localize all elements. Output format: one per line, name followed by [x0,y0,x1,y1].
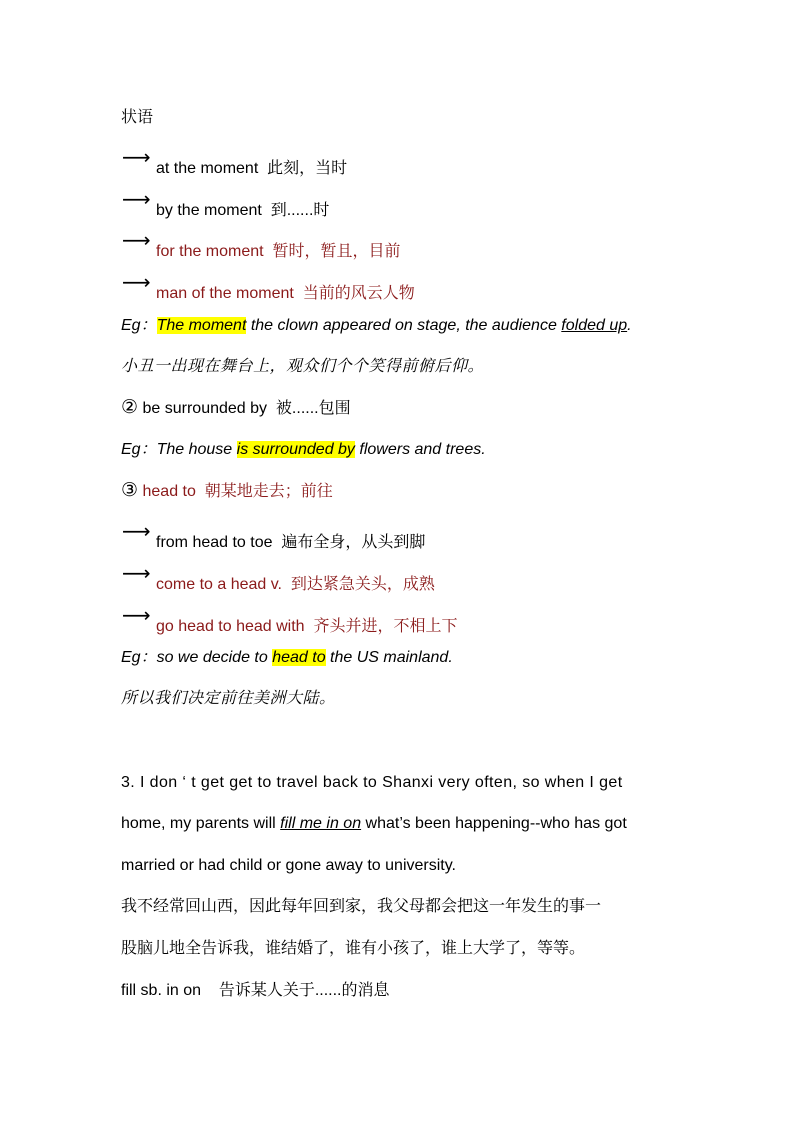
example-translation: 所以我们决定前往美洲大陆。 [121,690,336,707]
example-sentence [121,648,453,668]
numbered-item [121,481,333,502]
phrase-en: at the moment [156,160,259,177]
underlined-phrase: folded up [561,317,628,334]
phrase-cn: 暂时，暂且，目前 [272,243,401,260]
phrase-cn: 遍布全身，从头到脚 [281,534,426,551]
phrase-en: man of the moment [156,285,294,302]
arrow-icon: ⟶ [122,147,151,169]
paragraph-translation: 我不经常回山西，因此每年回到家，我父母都会把这一年发生的事一 [121,898,602,915]
paragraph-text: what’s been happening--who has got [361,815,627,832]
phrase-cn: 告诉某人关于......的消息 [218,982,390,999]
item-cn: 朝某地走去；前往 [204,483,333,500]
highlighted-phrase: is surrounded by [236,441,355,458]
example-text: Eg：so we decide to [121,649,273,666]
example-text: Eg：The house [121,441,237,458]
numbered-item [121,398,351,419]
phrase-cn: 齐头并进，不相上下 [313,618,458,635]
example-translation: 小丑一出现在舞台上，观众们个个笑得前俯后仰。 [121,358,485,375]
section-heading: 状语 [121,109,154,126]
paragraph-translation: 股脑儿地全告诉我，谁结婚了，谁有小孩了，谁上大学了，等等。 [121,940,586,957]
example-sentence [121,440,486,460]
phrase-cn: 到达紧急关头，成熟 [290,576,435,593]
paragraph-line: married or had child or gone away to university. [121,857,456,874]
example-text: . [627,317,632,334]
item-en: be surrounded by [142,400,268,417]
underlined-phrase: fill me in on [280,815,362,832]
arrow-icon: ⟶ [122,563,151,585]
phrase-definition [121,981,390,1001]
phrase-line [122,230,401,262]
phrase-line [122,521,426,553]
paragraph-line: 3. I don ‘ t get get to travel back to Shanxi very often, so when I get [121,774,623,791]
item-number: ② [121,397,139,418]
phrase-en: go head to head with [156,618,305,635]
highlighted-phrase: head to [272,649,326,666]
phrase-line [122,563,435,595]
phrase-line [122,147,348,179]
phrase-line [122,189,330,221]
item-number: ③ [121,480,139,501]
arrow-icon: ⟶ [122,189,151,211]
arrow-icon: ⟶ [122,230,151,252]
phrase-en: for the moment [156,243,264,260]
phrase-cn: 当前的风云人物 [302,285,415,302]
example-sentence [121,316,632,336]
arrow-icon: ⟶ [122,272,151,294]
example-text: flowers and trees. [354,441,486,458]
example-text: the clown appeared on stage, the audience [246,317,562,334]
example-text: the US mainland. [325,649,453,666]
phrase-line [122,272,415,304]
phrase-cn: 此刻，当时 [267,160,348,177]
arrow-icon: ⟶ [122,521,151,543]
phrase-en: from head to toe [156,534,273,551]
item-en: head to [142,483,196,500]
phrase-en: by the moment [156,202,262,219]
arrow-icon: ⟶ [122,605,151,627]
phrase-en: fill sb. in on [121,982,202,999]
paragraph-line [121,814,627,834]
phrase-line [122,605,458,637]
highlighted-phrase: The moment [156,317,247,334]
example-prefix: Eg： [121,317,157,334]
item-cn: 被......包围 [275,400,351,417]
phrase-cn: 到......时 [270,202,330,219]
phrase-en: come to a head v. [156,576,282,593]
paragraph-text: home, my parents will [121,815,281,832]
